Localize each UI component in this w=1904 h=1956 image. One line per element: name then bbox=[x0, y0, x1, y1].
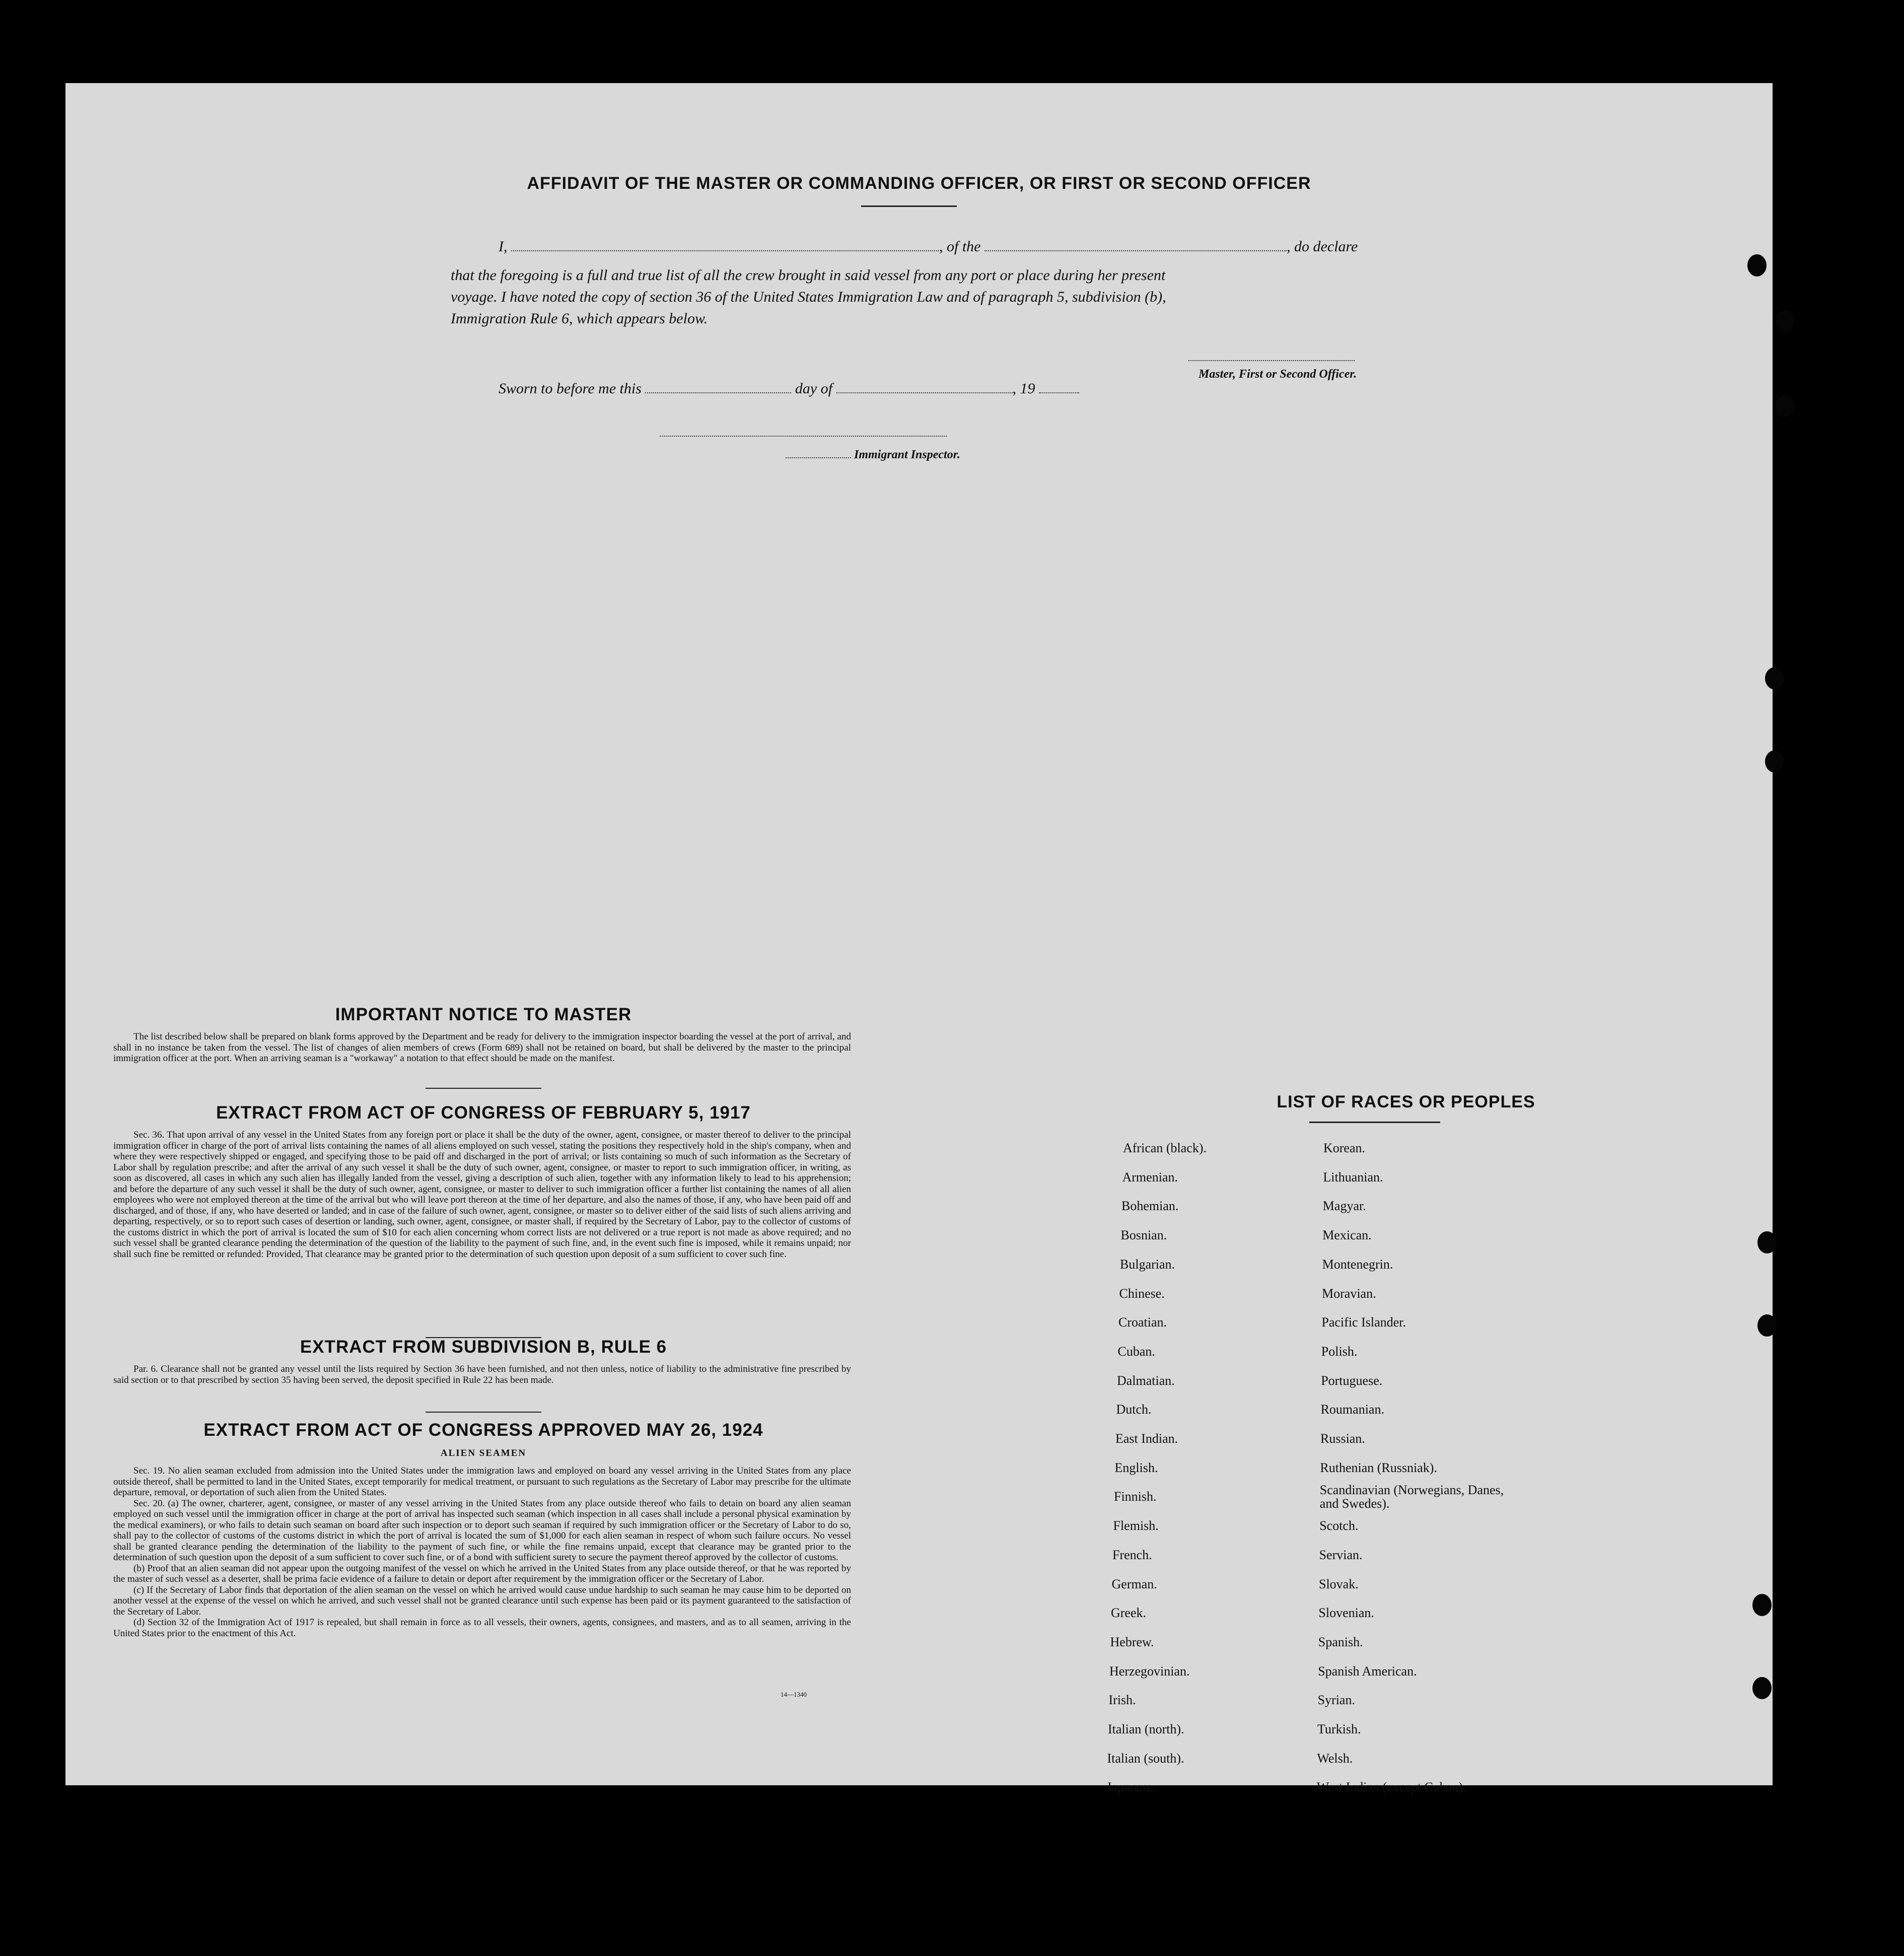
race-item: Italian (north). bbox=[1108, 1722, 1184, 1736]
race-item: German. bbox=[1111, 1576, 1157, 1591]
race-item: African (black). bbox=[1123, 1141, 1207, 1155]
punch-hole bbox=[1775, 395, 1794, 417]
race-item: Pacific Islander. bbox=[1321, 1315, 1406, 1330]
race-item: Croatian. bbox=[1118, 1315, 1167, 1330]
form-number: 14—1340 bbox=[781, 1691, 807, 1698]
race-item: West Indian (except Cuban). bbox=[1316, 1780, 1466, 1795]
race-item: Cuban. bbox=[1117, 1344, 1155, 1359]
punch-hole bbox=[1765, 750, 1784, 773]
race-item: Italian (south). bbox=[1107, 1751, 1184, 1766]
affidavit-body-line: that the foregoing is a full and true list of all the crew brought in said vessel from any port or place during her present bbox=[451, 267, 1166, 284]
race-item: Finnish. bbox=[1114, 1489, 1157, 1504]
sworn-day-of: day of bbox=[795, 380, 833, 397]
notice-paragraph: The list described below shall be prepared on blank forms approved by the Department and be ready for delivery to the immigration inspector boarding the vessel at the port of arrival, and shall in no instance be taken from the vessel. The list of changes of alien members of crews (Form 689) shall not be retained on board, but shall be delivered by the master to the principal immigration officer at the port. When an arriving seaman is a "workaway" a notation to that effect should be made on the manifest. bbox=[113, 1031, 851, 1064]
extract-1924-paragraph: (b) Proof that an alien seaman did not appear upon the outgoing manifest of the vessel on which he arrived in the United States from any place outside thereof, or that he was reported by the master of such vessel as a deserter, shall be prima facie evidence of a failure to detain or deport after requirement by the immigration officer or the Secretary of Labor. bbox=[113, 1563, 851, 1584]
extract-1924-paragraph: (d) Section 32 of the Immigration Act of 1917 is repealed, but shall remain in force as to all vessels, their owners, agents, consignees, and masters, and as to all seamen, arriving in the United States prior to the enactment of this Act. bbox=[113, 1617, 851, 1639]
race-item: Bulgarian. bbox=[1120, 1256, 1175, 1272]
race-item: Servian. bbox=[1319, 1547, 1363, 1562]
sworn-prefix: Sworn to before me this bbox=[499, 380, 642, 397]
race-item: Roumanian. bbox=[1320, 1402, 1384, 1417]
master-signature-caption: Master, First or Second Officer. bbox=[1198, 368, 1357, 381]
extract-rule6-text bbox=[113, 1364, 851, 1385]
race-item: Korean. bbox=[1323, 1141, 1366, 1155]
extract-rule6-title: EXTRACT FROM SUBDIVISION B, RULE 6 bbox=[300, 1337, 667, 1357]
punch-hole bbox=[1747, 254, 1767, 276]
race-item: Chinese. bbox=[1119, 1286, 1165, 1301]
race-item: Mexican. bbox=[1322, 1228, 1372, 1243]
race-item: Spanish American. bbox=[1318, 1663, 1417, 1679]
extract-1917-paragraph: Sec. 36. That upon arrival of any vessel in the United States from any foreign port or place it shall be the duty of the owner, agent, consignee, or master thereof to deliver to the principal immigration officer in charge of the port of arrival lists containing the names of all aliens employed on such vessel, stating the positions they respectively hold in the ship's company, when and where they were respectively shipped or engaged, and specifying those to be paid off and discharged in the port of arrival; or lists containing so much of such information as the Secretary of Labor shall by regulation prescribe; and after the arrival of any such vessel it shall be the duty of such owner, agent, consignee, or master to report to such immigration officer, in writing, as soon as discovered, all cases in which any such alien has illegally landed from the vessel, giving a description of such alien, together with any information likely to lead to his apprehension; and before the departure of any such vessel it shall be the duty of such owner, agent, consignee, or master to deliver to such immigration officer a further list containing the names of all alien employees who were not employed thereon at the time of the arrival but who will leave port thereon at the time of her departure, and also the names of those, if any, who have been paid off and discharged, and of those, if any, who have deserted or landed; and in case of the failure of such owner, agent, consignee, or master so to deliver either of the said lists of such aliens arriving and departing, respectively, or so to report such cases of desertion or landing, such owner, agent, consignee, or master shall, if required by the Secretary of Labor, pay to the collector of customs of the customs district in which the port of arrival is located the sum of $10 for each alien concerning whom correct lists are not delivered or a true report is not made as above required; and no such vessel shall be granted clearance pending the determination of the question of the liability to the payment of such fine, and, in the event such fine is imposed, while it remains unpaid; nor shall such fine be remitted or refunded: Provided, That clearance may be granted prior to the determination of such question upon deposit of a sum sufficient to cover such fine. bbox=[113, 1130, 851, 1260]
punch-hole bbox=[1752, 1677, 1772, 1699]
race-item: Welsh. bbox=[1317, 1751, 1353, 1766]
race-item: Dalmatian. bbox=[1117, 1373, 1175, 1388]
sworn-line bbox=[499, 380, 1079, 397]
race-item: Polish. bbox=[1321, 1344, 1358, 1359]
race-item: Hebrew. bbox=[1110, 1634, 1154, 1649]
race-item: Moravian. bbox=[1322, 1286, 1376, 1301]
section-rule bbox=[426, 1412, 541, 1413]
race-item: Magyar. bbox=[1322, 1199, 1366, 1214]
race-item: Portuguese. bbox=[1321, 1373, 1383, 1388]
extract-1924-paragraph: Sec. 19. No alien seaman excluded from admission into the United States under the immigration laws and employed on board any vessel arriving in the United States from any place outside thereof, shall be permitted to land in the United States, except temporarily for medical treatment, or pursuant to such regulations as the Secretary of Labor may prescribe for the ultimate departure, removal, or deportation of such alien from the United States. bbox=[113, 1465, 851, 1498]
race-item: Flemish. bbox=[1113, 1518, 1159, 1533]
extract-rule6-paragraph: Par. 6. Clearance shall not be granted any vessel until the lists required by Section 36 have been furnished, and not then unless, notice of liability to the administrative fine prescribed by said section or to that prescribed by section 35 having been served, the deposit specified in Rule 22 has been made. bbox=[113, 1364, 851, 1385]
extract-1924-paragraph: Sec. 20. (a) The owner, charterer, agent, consignee, or master of any vessel arriving in the United States from any place outside thereof who fails to detain on board any alien seaman employed on such vessel until the immigration officer in charge at the port of arrival has inspected such seaman (which inspection in all cases shall include a personal physical examination by the medical examiners), or who fails to detain such seaman on board after such inspection or to deport such seaman if required by such immigration officer or the Secretary of Labor to do so, shall pay to the collector of customs of the customs district in which the port of arrival is located the sum of $1,000 for each alien seaman in respect of whom such failure occurs. No vessel shall be granted clearance pending the determination of the liability to the payment of such fine, or while the fine remains unpaid, except that clearance may be granted prior to the determination of such question upon the deposit of a sum sufficient to cover such fine, or of a bond with sufficient surety to secure the payment thereof approved by the collector of customs. bbox=[113, 1498, 851, 1563]
race-item: Scandinavian (Norwegians, Danes, and Swedes). bbox=[1319, 1483, 1504, 1511]
race-item: East Indian. bbox=[1115, 1431, 1178, 1446]
affidavit-body-line: voyage. I have noted the copy of section 36 of the United States Immigration Law and of paragraph 5, subdivision (b), bbox=[451, 289, 1166, 305]
race-item: Spanish. bbox=[1318, 1634, 1363, 1649]
title-rule bbox=[861, 205, 957, 207]
decl-i-label: I, bbox=[499, 238, 508, 255]
races-title-rule bbox=[1309, 1122, 1440, 1123]
extract-1924-paragraph: (c) If the Secretary of Labor finds that deportation of the alien seaman on the vessel on which he arrived would cause undue hardship to such seaman he may cause him to be deported on another vessel at the expense of the vessel on which he arrived, and such vessel shall not be granted clearance until such expense has been paid or its payment guaranteed to the satisfaction of the Secretary of Labor. bbox=[113, 1584, 851, 1617]
punch-hole bbox=[1757, 1231, 1777, 1253]
race-item: Montenegrin. bbox=[1322, 1256, 1393, 1272]
race-item: Dutch. bbox=[1116, 1402, 1152, 1417]
sworn-year-blank[interactable] bbox=[1039, 392, 1079, 393]
punch-hole bbox=[1757, 1314, 1777, 1337]
race-item: Herzegovinian. bbox=[1109, 1663, 1190, 1679]
race-item: Bosnian. bbox=[1120, 1228, 1167, 1243]
extract-1917-title: EXTRACT FROM ACT OF CONGRESS OF FEBRUARY 5, 1917 bbox=[216, 1103, 751, 1123]
section-rule bbox=[426, 1088, 541, 1089]
extract-1924-text bbox=[113, 1465, 851, 1639]
sworn-day-blank[interactable] bbox=[645, 392, 791, 393]
race-item: Syrian. bbox=[1317, 1693, 1355, 1708]
punch-hole bbox=[1775, 310, 1794, 332]
decl-do-declare-label: , do declare bbox=[1287, 238, 1358, 255]
inspector-signature-blank[interactable] bbox=[660, 436, 947, 437]
inspector-lead-dots bbox=[786, 457, 851, 458]
race-item: French. bbox=[1112, 1547, 1152, 1562]
punch-hole bbox=[1752, 1594, 1772, 1616]
punch-hole bbox=[1765, 667, 1784, 689]
race-item: Ruthenian (Russniak). bbox=[1320, 1460, 1437, 1475]
declaration-line bbox=[499, 238, 1358, 255]
affidavit-body-line: Immigration Rule 6, which appears below. bbox=[451, 310, 708, 327]
alien-seamen-subtitle: ALIEN SEAMEN bbox=[440, 1448, 527, 1458]
extract-1917-text bbox=[113, 1130, 851, 1260]
races-title: LIST OF RACES OR PEOPLES bbox=[1277, 1092, 1535, 1111]
notice-title: IMPORTANT NOTICE TO MASTER bbox=[335, 1005, 632, 1024]
race-item: Slovenian. bbox=[1318, 1605, 1374, 1621]
extract-1924-title: EXTRACT FROM ACT OF CONGRESS APPROVED MAY 26, 1924 bbox=[203, 1420, 763, 1440]
race-item: Bohemian. bbox=[1121, 1199, 1179, 1214]
name-blank[interactable] bbox=[511, 250, 939, 251]
race-item: Lithuanian. bbox=[1323, 1169, 1383, 1184]
sworn-year-prefix: , 19 bbox=[1012, 380, 1035, 397]
race-item: Russian. bbox=[1320, 1431, 1365, 1446]
decl-of-the-label: , of the bbox=[939, 238, 981, 255]
race-item: Armenian. bbox=[1122, 1169, 1178, 1184]
race-item: Turkish. bbox=[1317, 1722, 1361, 1736]
vessel-blank[interactable] bbox=[984, 250, 1287, 251]
race-item: Scotch. bbox=[1319, 1518, 1359, 1533]
race-item: Greek. bbox=[1111, 1605, 1147, 1621]
sworn-month-blank[interactable] bbox=[836, 392, 1013, 393]
affidavit-title: AFFIDAVIT OF THE MASTER OR COMMANDING OFFICER, OR FIRST OR SECOND OFFICER bbox=[527, 174, 1311, 193]
race-item: Irish. bbox=[1108, 1693, 1136, 1708]
race-item: Slovak. bbox=[1319, 1576, 1359, 1591]
notice-text bbox=[113, 1031, 851, 1064]
form-page bbox=[65, 83, 1773, 1795]
master-signature-blank[interactable] bbox=[1188, 360, 1355, 361]
race-item: English. bbox=[1114, 1460, 1158, 1475]
race-item: Japanese. bbox=[1106, 1780, 1156, 1795]
inspector-caption bbox=[786, 448, 960, 462]
inspector-caption-text: Immigrant Inspector. bbox=[854, 448, 960, 461]
